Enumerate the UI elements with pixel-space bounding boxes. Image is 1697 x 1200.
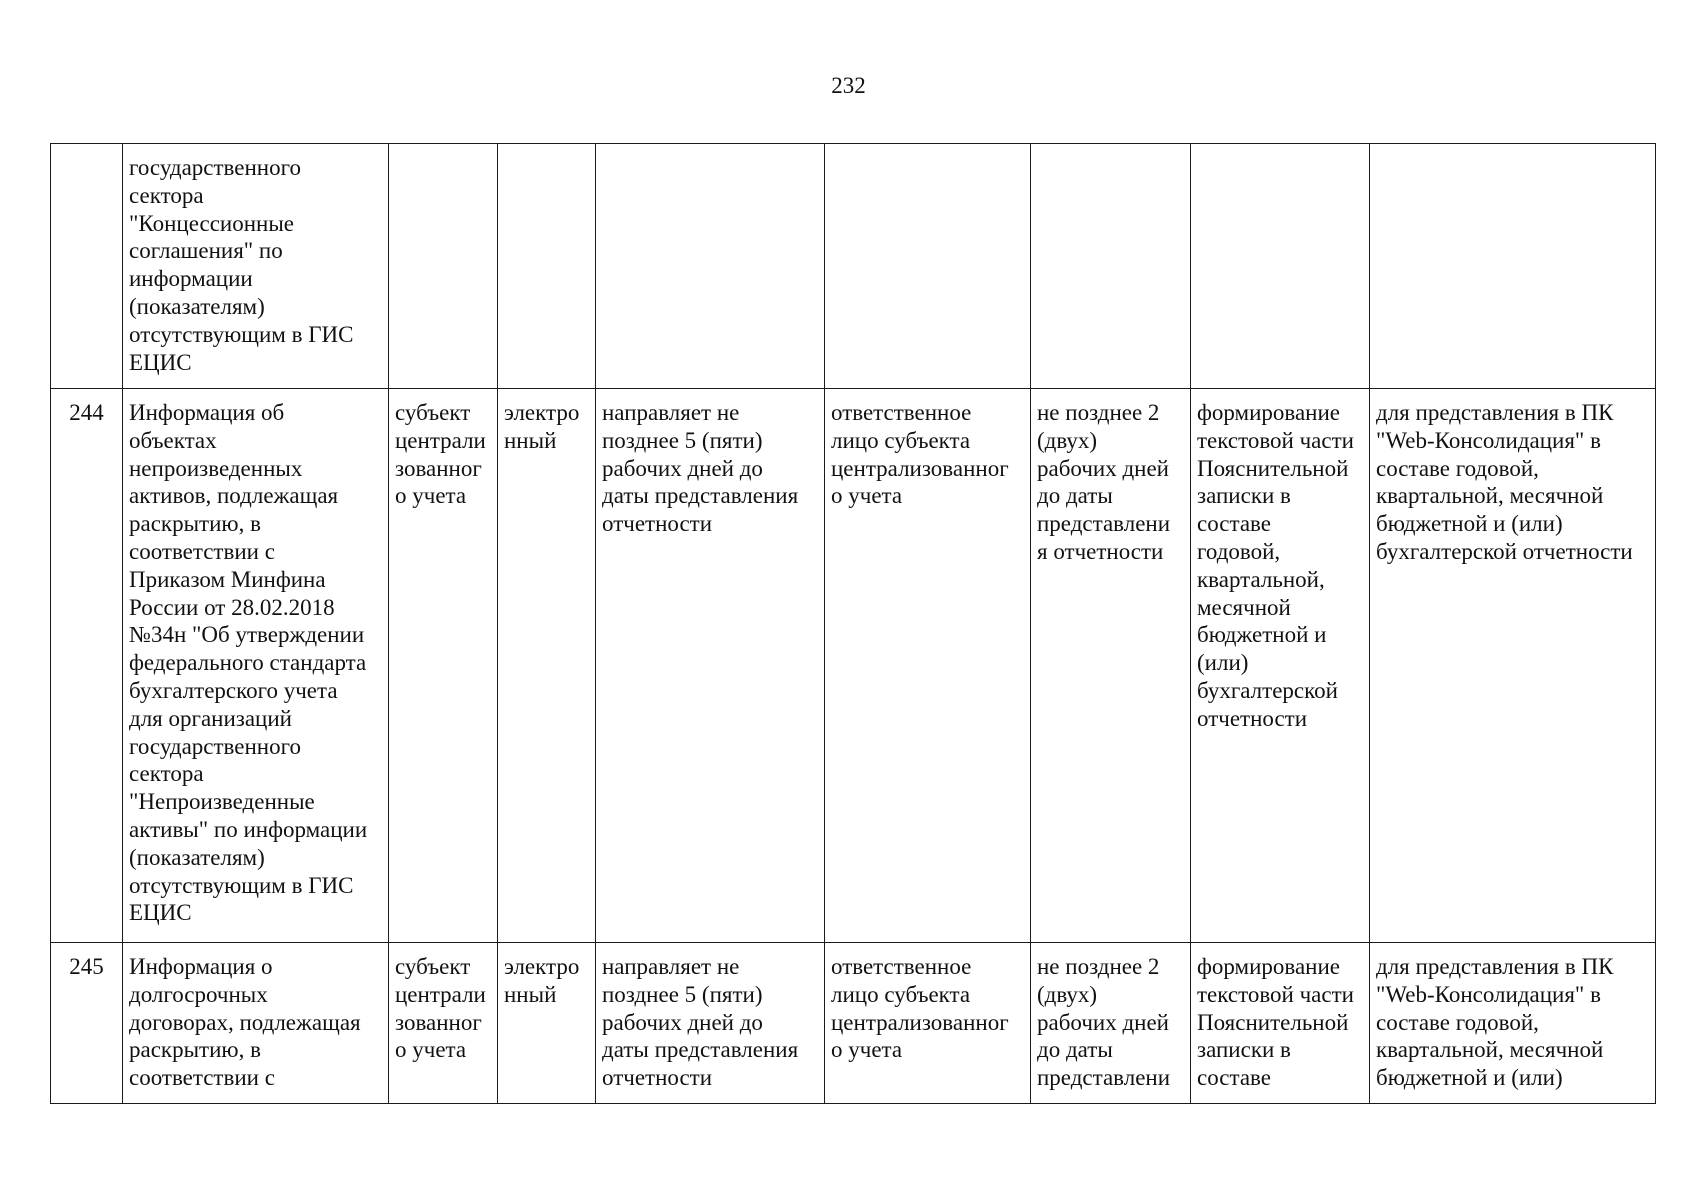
cell-form (498, 144, 596, 389)
cell-form: электро нный (498, 943, 596, 1104)
row-number: 244 (51, 389, 123, 943)
table-row (51, 943, 1656, 1104)
cell-info-name: Информация об объектах непроизведенных активов, подлежащая раскрытию, в соответствии с Приказом Минфина России от 28.02.2018 №34н "Об утверждении федерального стандарта бухгалтерского учета для организаций государственного сектора "Непроизведенные активы" по информации (показателям) отсутствующим в ГИС ЕЦИС (123, 389, 389, 943)
cell-subject: субъект централи зованног о учета (389, 943, 498, 1104)
row-number: 245 (51, 943, 123, 1104)
table-row (51, 144, 1656, 389)
cell-info-name: Информация о долгосрочных договорах, подлежащая раскрытию, в соответствии с (123, 943, 389, 1104)
cell-responsible: ответственное лицо субъекта централизованног о учета (825, 943, 1031, 1104)
cell-purpose (1191, 144, 1370, 389)
cell-term (1031, 144, 1191, 389)
cell-responsible (825, 144, 1031, 389)
cell-responsible: ответственное лицо субъекта централизованног о учета (825, 389, 1031, 943)
cell-deadline: направляет не позднее 5 (пяти) рабочих дней до даты представления отчетности (596, 943, 825, 1104)
cell-subject: субъект централи зованног о учета (389, 389, 498, 943)
cell-term: не позднее 2 (двух) рабочих дней до даты представлени я отчетности (1031, 389, 1191, 943)
cell-purpose: формирование текстовой части Пояснительной записки в составе (1191, 943, 1370, 1104)
cell-form: электро нный (498, 389, 596, 943)
cell-info-name: государственного сектора "Концессионные соглашения" по информации (показателям) отсутствующим в ГИС ЕЦИС (123, 144, 389, 389)
cell-usage (1370, 144, 1656, 389)
row-number (51, 144, 123, 389)
cell-purpose: формирование текстовой части Пояснительной записки в составе годовой, квартальной, месячной бюджетной и (или) бухгалтерской отчетности (1191, 389, 1370, 943)
table-row (51, 389, 1656, 943)
cell-subject (389, 144, 498, 389)
cell-deadline (596, 144, 825, 389)
cell-deadline: направляет не позднее 5 (пяти) рабочих дней до даты представления отчетности (596, 389, 825, 943)
cell-usage: для представления в ПК "Web-Консолидация" в составе годовой, квартальной, месячной бюджетной и (или) бухгалтерской отчетности (1370, 389, 1656, 943)
page-number: 232 (831, 73, 866, 98)
document-table (50, 143, 1656, 1104)
cell-usage: для представления в ПК "Web-Консолидация" в составе годовой, квартальной, месячной бюджетной и (или) (1370, 943, 1656, 1104)
cell-term: не позднее 2 (двух) рабочих дней до даты представлени (1031, 943, 1191, 1104)
